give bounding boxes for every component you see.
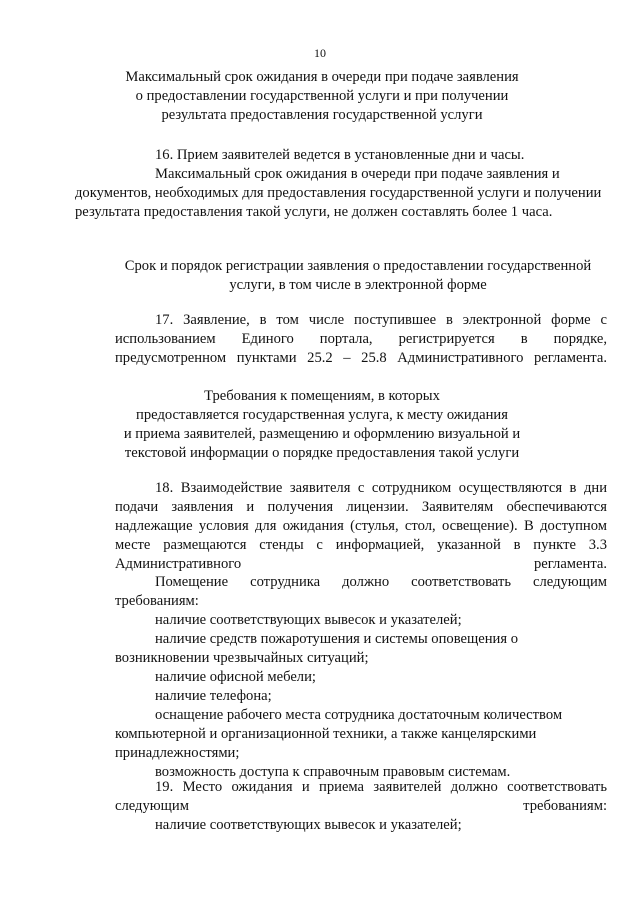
paragraph-16 bbox=[75, 146, 607, 222]
list-item: наличие средств пожаротушения и системы оповещения о возникновении чрезвычайных ситуаций; bbox=[115, 631, 518, 666]
waiting-area-requirements-list bbox=[115, 816, 607, 835]
premises-requirements-list bbox=[115, 611, 607, 782]
heading-line: предоставляется государственная услуга, к месту ожидания bbox=[136, 407, 508, 423]
list-item: наличие офисной мебели; bbox=[155, 669, 316, 685]
heading-line: текстовой информации о порядке предоставления такой услуги bbox=[124, 445, 520, 461]
heading-line: и приема заявителей, размещению и оформлению визуальной и bbox=[123, 426, 521, 442]
page-number: 10 bbox=[314, 46, 326, 60]
heading-line: результата предоставления государственной услуги bbox=[161, 107, 483, 123]
list-item: наличие соответствующих вывесок и указателей; bbox=[155, 612, 462, 628]
paragraph-19: 19. Место ожидания и приема заявителей должно соответствовать следующим требованиям: bbox=[115, 779, 607, 814]
list-item: наличие телефона; bbox=[155, 688, 272, 704]
heading-line: Требования к помещениям, в которых bbox=[204, 388, 440, 404]
list-item: оснащение рабочего места сотрудника достаточным количеством компьютерной и организационной техники, а также канцелярскими принадлежностями; bbox=[115, 707, 563, 761]
list-item: наличие соответствующих вывесок и указателей; bbox=[155, 817, 462, 833]
paragraph-text: Максимальный срок ожидания в очереди при подаче заявления и документов, необходимых для предоставления государственной услуги и получении результата предоставления такой услуги, не должен составлять более 1 часа. bbox=[75, 166, 602, 220]
paragraph-17: 17. Заявление, в том числе поступившее в электронной форме с использованием Единого портала, регистрируется в порядке, предусмотренном пунктами 25.2 – 25.8 Административного регламента. bbox=[115, 312, 607, 366]
section-heading-premises bbox=[100, 387, 544, 463]
heading-line: о предоставлении государственной услуги и при получении bbox=[135, 88, 509, 104]
heading-line: Максимальный срок ожидания в очереди при подаче заявления bbox=[125, 69, 519, 85]
list-item: возможность доступа к справочным правовым системам. bbox=[155, 764, 511, 780]
section-heading-registration bbox=[108, 257, 608, 295]
section-heading-waiting-time bbox=[100, 68, 544, 125]
heading-line: услуги, в том числе в электронной форме bbox=[229, 277, 487, 293]
paragraph-18: 18. Взаимодействие заявителя с сотрудником осуществляются в дни подачи заявления и получения лицензии. Заявителям обеспечиваются надлежащие условия для ожидания (стулья, стол, освещение). В доступном месте размещаются стенды с информацией, указанной в пункте 3.3 Административного регламента. bbox=[115, 480, 607, 572]
heading-line: Срок и порядок регистрации заявления о предоставлении государственной bbox=[124, 258, 592, 274]
paragraph-text: 16. Прием заявителей ведется в установленные дни и часы. bbox=[155, 147, 525, 163]
paragraph-18-requirements: Помещение сотрудника должно соответствовать следующим требованиям: bbox=[115, 574, 607, 609]
